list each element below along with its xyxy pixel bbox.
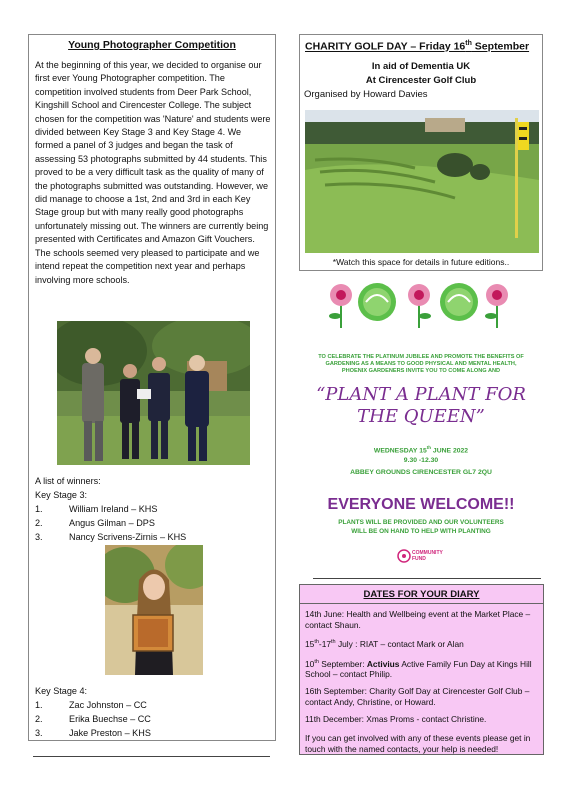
flyer-time: 9.30 -12.30 [403,457,439,464]
ks4-winner-2 [35,714,151,724]
winner-name: Angus Gilman – DPS [69,518,155,528]
winners-intro: A list of winners: [35,476,101,486]
ks3-winner-3 [35,532,186,542]
divider-line [300,603,543,604]
phoenix-gardeners-badge-icon [358,283,396,321]
winner-name: Nancy Scrivens-Zirnis – KHS [69,532,187,542]
community-fund-logo: COMMUNITY FUND [397,547,447,567]
ks3-winner-2 [35,518,155,528]
winner-name: Zac Johnston – CC [69,700,147,710]
winner-rank: 1. [35,700,43,710]
flyer-date: WEDNESDAY 15th JUNE 2022 [373,445,469,455]
winner-name: Erika Buechse – CC [69,714,151,724]
diary-item: 16th September: Charity Golf Day at Cirencester Golf Club – contact Andy, Christine, or Howard. [305,686,530,707]
flyer-tagline: TO CELEBRATE THE PLATINUM JUBILEE AND PROMOTE THE BENEFITS OF GARDENING AS A MEANS TO GOOD PHYSICAL AND MENTAL HEALTH, PHOENIX GARDENERS INVITE YOU TO COME ALONG AND [318,354,524,374]
ks4-winner-3 [35,728,151,738]
diary-item: 15th-17th July : RIAT – contact Mark or Alan [305,638,464,649]
winner-rank: 3. [35,728,43,738]
golf-note: *Watch this space for details in future editions.. [332,257,510,267]
phoenix-gardeners-logo-row [321,278,521,332]
winners-group-photo [57,321,250,465]
plant-a-plant-flyer [299,276,543,576]
winner-rank: 2. [35,518,43,528]
diary-item: 14th June: Health and Wellbeing event at the Market Place – contact Shaun. [305,609,531,630]
golf-organiser: Organised by Howard Davies [304,89,428,100]
divider-line [33,756,270,757]
flower-icon [485,284,508,328]
flower-icon [329,284,352,328]
key-stage-3-label: Key Stage 3: [35,490,88,500]
flyer-plants-note: PLANTS WILL BE PROVIDED AND OUR VOLUNTEERS WILL BE ON HAND TO HELP WITH PLANTING [338,519,504,535]
ks3-winner-1 [35,504,157,514]
golf-charity-line: In aid of Dementia UK [371,61,471,72]
golf-venue-line: At Cirencester Golf Club [365,75,477,86]
winner-name: William Ireland – KHS [69,504,158,514]
diary-item: 10th September: Activius Active Family Fun Day at Kings Hill School – contact Philip. [305,658,532,680]
diary-item: 11th December: Xmas Proms - contact Christine. [305,714,487,724]
golf-title: CHARITY GOLF DAY – Friday 16th September [305,40,530,53]
winner-rank: 1. [35,504,43,514]
flower-icon [408,284,431,328]
divider-line [313,578,541,579]
article-title: Young Photographer Competition [68,39,236,51]
dates-for-your-diary-box [299,584,544,755]
young-photographer-article [28,34,276,741]
winner-rank: 2. [35,714,43,724]
community-fund-icon [397,549,411,563]
winner-name: Jake Preston – KHS [69,728,151,738]
flyer-headline: “PLANT A PLANT FOR THE QUEEN” [316,384,526,427]
ks4-winner-1 [35,700,147,710]
key-stage-4-label: Key Stage 4: [35,686,88,696]
winner-rank: 3. [35,532,43,542]
flyer-venue: ABBEY GROUNDS CIRENCESTER GL7 2QU [350,469,492,476]
flyer-welcome: EVERYONE WELCOME!! [327,496,515,513]
article-body: At the beginning of this year, we decided to organise our first ever Young Photographer competition. The competition involved students from Deer Park School, Kingshill School and Cirencester College. The subject chosen for the competition was 'Nature' and students were divided between Key Stage 3 and Key Stage 4. We formed a panel of 3 judges and began the task of assessing 53 photographs submitted by 44 students. This proved to be a very difficult task as the quality of many of the photographs submitted was outstanding. However, we did manage to choose a 1st, 2nd and 3rd in each Key Stage group but with many really good photographs unfortunately missing out. The winners are currently being presented with Certificates and Amazon Gift Vouchers. The schools seemed very pleased to participate and we intend repeat the competition next year and perhaps involving more schools. [35,60,271,285]
phoenix-gardeners-badge-icon [440,283,478,321]
golf-course-photo [305,110,539,253]
diary-item: If you can get involved with any of these events please get in touch with the named contacts, your help is needed! [305,733,531,754]
winner-portrait-photo [105,545,203,675]
diary-title: DATES FOR YOUR DIARY [363,589,480,600]
charity-golf-day-article [299,34,543,271]
